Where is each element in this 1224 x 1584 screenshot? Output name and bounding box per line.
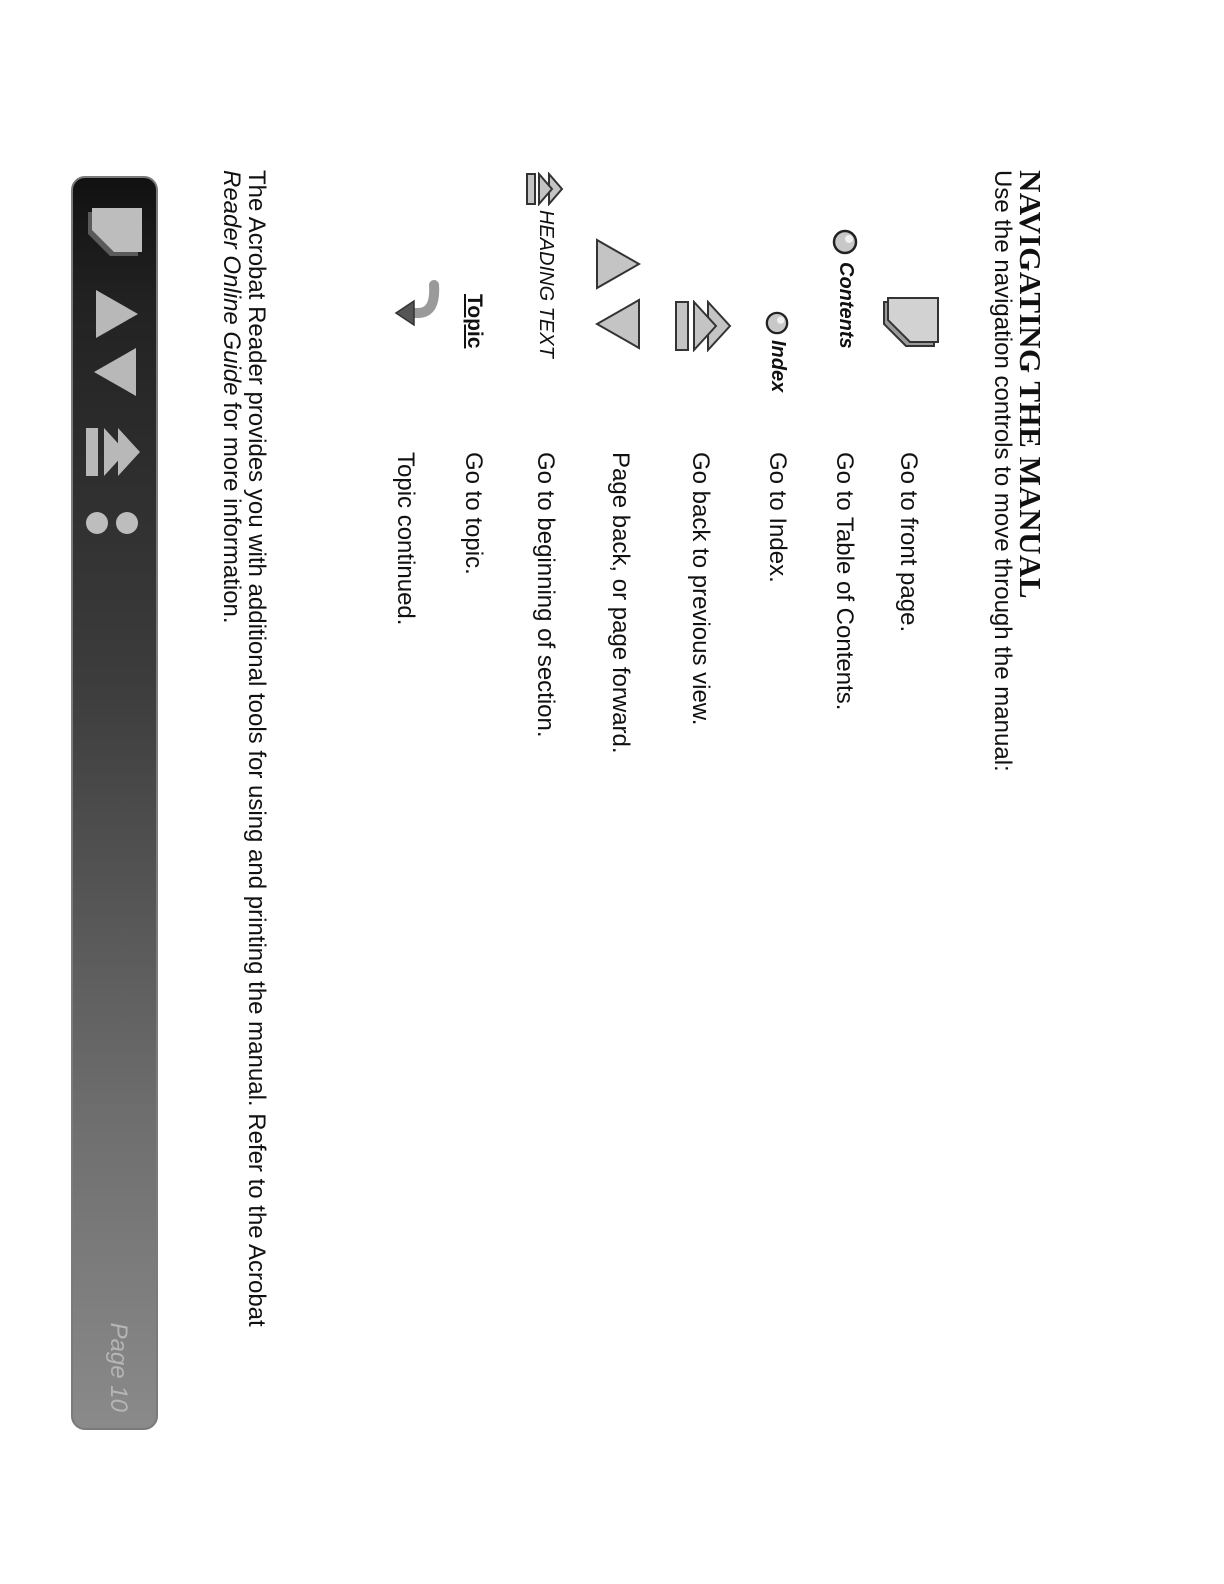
row-contents-text: Go to Table of Contents. <box>831 452 858 711</box>
topic-link-label[interactable]: Topic <box>463 294 486 349</box>
page-back-icon[interactable] <box>94 288 140 340</box>
row-previous-view-text: Go back to previous view. <box>687 452 714 726</box>
row-page-back-forward-text: Page back, or page forward. <box>607 452 634 754</box>
contents-label[interactable]: Contents <box>835 262 857 349</box>
intro-text: Use the navigation controls to move through the manual: <box>989 170 1016 772</box>
index-icon[interactable] <box>84 510 110 536</box>
index-label[interactable]: Index <box>767 340 789 393</box>
page-title: NAVIGATING THE MANUAL <box>1013 170 1048 600</box>
page-forward-icon[interactable] <box>595 298 641 350</box>
contents-bullet-icon[interactable] <box>832 229 858 255</box>
row-heading-text-text: Go to beginning of section. <box>532 452 559 738</box>
page-forward-icon[interactable] <box>92 346 138 398</box>
reader-online-guide: Reader Online Guide <box>218 170 245 396</box>
front-page-icon[interactable] <box>880 296 942 354</box>
previous-view-icon[interactable] <box>672 300 732 352</box>
acrobat-note-part2: for more information. <box>218 395 245 624</box>
previous-view-icon[interactable] <box>82 426 142 478</box>
page-back-icon[interactable] <box>595 238 641 290</box>
navigation-bar <box>71 176 158 1430</box>
heading-text-label[interactable]: HEADING TEXT <box>535 210 557 358</box>
section-begin-icon[interactable] <box>524 172 564 206</box>
row-index-text: Go to Index. <box>764 452 791 583</box>
row-topic-continued-text: Topic continued. <box>392 452 419 626</box>
acrobat-note <box>219 170 269 1410</box>
page-number: Page 10 <box>105 1322 132 1412</box>
row-topic-text: Go to topic. <box>460 452 487 575</box>
row-front-page-text: Go to front page. <box>895 452 922 633</box>
topic-continued-icon[interactable] <box>394 279 440 351</box>
index-bullet-icon[interactable] <box>765 311 789 335</box>
contents-icon[interactable] <box>114 510 140 536</box>
acrobat-note-part1: The Acrobat Reader provides you with additional tools for using and printing the manual. Refer to the Acrobat <box>243 170 270 1327</box>
front-page-icon[interactable] <box>84 206 146 264</box>
